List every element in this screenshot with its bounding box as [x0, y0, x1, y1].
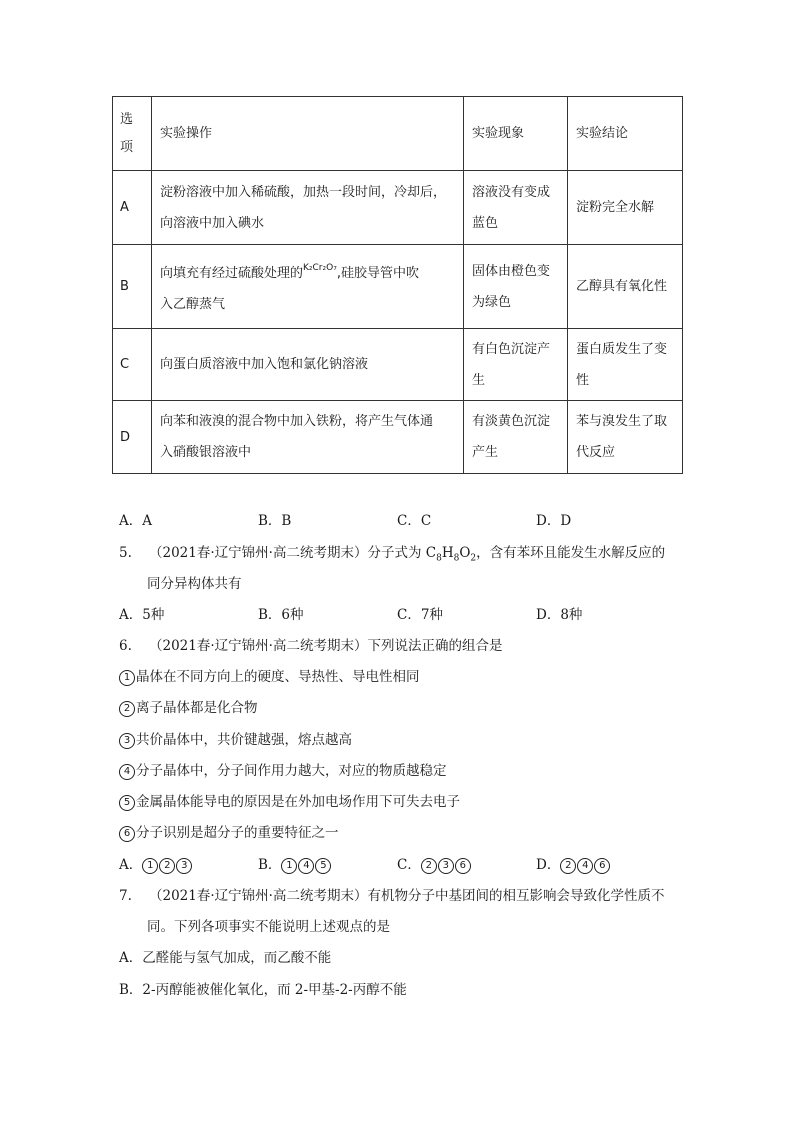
q6-statement-3: 3 共价晶体中，共价键越强，熔点越高 [119, 730, 352, 750]
row-option: B [113, 245, 152, 329]
q5-source: （2021春·辽宁锦州·高二统考期末） [149, 545, 368, 561]
table-row [113, 245, 683, 329]
q6-statement-6: 6 分子识别是超分子的重要特征之一 [119, 823, 339, 843]
q7-source: （2021春·辽宁锦州·高二统考期末） [149, 888, 368, 904]
row-conclusion: 蛋白质发生了变 性 [568, 329, 683, 401]
row-operation: 向填充有经过硫酸处理的$^{K_2Cr_2O_7}$,硅胶导管中吹 入乙醇蒸气 [152, 245, 464, 329]
q5-option-a[interactable]: A．5种 [119, 607, 165, 623]
q5-option-d[interactable]: D．8种 [536, 607, 583, 623]
q7-number: 7. [119, 888, 132, 904]
row-phenomenon: 固体由橙色变 为绿色 [464, 245, 568, 329]
q4-option-c[interactable]: C．C [397, 513, 432, 529]
row-option: D [113, 401, 152, 474]
circled-number: 4 [119, 764, 135, 780]
q7-option-a[interactable]: A．乙醛能与氢气加成，而乙酸不能 [119, 950, 332, 966]
header-option: 选 项 [113, 97, 152, 171]
q6-option-b[interactable]: B． 1 4 5 [258, 855, 332, 875]
row-conclusion: 淀粉完全水解 [568, 171, 683, 245]
q5-options [119, 605, 679, 625]
circled-number: 5 [119, 795, 135, 811]
q4-options [119, 511, 679, 531]
header-conclusion: 实验结论 [568, 97, 683, 171]
q4-option-b[interactable]: B．B [258, 513, 292, 529]
circled-number: 1 [119, 670, 135, 686]
circled-number: 2 [119, 701, 135, 717]
q6-options [119, 855, 679, 875]
row-operation: 向苯和液溴的混合物中加入铁粉，将产生气体通 入硝酸银溶液中 [152, 401, 464, 474]
q6-statement-1: 1 晶体在不同方向上的硬度、导热性、导电性相同 [119, 667, 420, 687]
q4-option-a[interactable]: A．A [119, 513, 152, 529]
q6-source: （2021春·辽宁锦州·高二统考期末） [149, 638, 368, 654]
q6-statement-2: 2 离子晶体都是化合物 [119, 698, 258, 718]
formula-k2cr2o7: K₂Cr₂O₇ [303, 263, 337, 273]
row-phenomenon: 有淡黄色沉淀 产生 [464, 401, 568, 474]
table-header-row [113, 97, 683, 171]
row-conclusion: 苯与溴发生了取 代反应 [568, 401, 683, 474]
q5-option-c[interactable]: C．7种 [397, 607, 443, 623]
q6-statement-5: 5 金属晶体能导电的原因是在外加电场作用下可失去电子 [119, 792, 460, 812]
q5-stem-line2: 同分异构体共有 [147, 576, 242, 592]
q6-option-d[interactable]: D． 2 4 6 [536, 855, 611, 875]
q6-option-c[interactable]: C． 2 3 6 [397, 855, 472, 875]
row-operation: 淀粉溶液中加入稀硫酸，加热一段时间，冷却后， 向溶液中加入碘水 [152, 171, 464, 245]
q6-number: 6. [119, 638, 132, 654]
q6-statement-4: 4 分子晶体中，分子间作用力越大，对应的物质越稳定 [119, 761, 447, 781]
header-operation: 实验操作 [152, 97, 464, 171]
circled-number: 6 [119, 826, 135, 842]
row-conclusion: 乙醇具有氧化性 [568, 245, 683, 329]
q7-stem-line2: 同。下列各项事实不能说明上述观点的是 [147, 919, 390, 935]
table-row [113, 329, 683, 401]
q7-stem: 7. （2021春·辽宁锦州·高二统考期末）有机物分子中基团间的相互影响会导致化学性质不 [119, 888, 665, 904]
circled-number: 3 [119, 733, 135, 749]
row-operation: 向蛋白质溶液中加入饱和氯化钠溶液 [152, 329, 464, 401]
q6-stem: 6. （2021春·辽宁锦州·高二统考期末）下列说法正确的组合是 [119, 638, 503, 654]
q5-number: 5. [119, 545, 132, 561]
header-phenomenon: 实验现象 [464, 97, 568, 171]
q5-option-b[interactable]: B．6种 [258, 607, 304, 623]
row-phenomenon: 溶液没有变成 蓝色 [464, 171, 568, 245]
experiment-table [112, 96, 683, 474]
q6-option-a[interactable]: A． 1 2 3 [119, 855, 193, 875]
q5-stem: 5. （2021春·辽宁锦州·高二统考期末）分子式为 $C_8H_8O_2$，含有苯环且能发生水解反应的 [119, 545, 666, 564]
table-row [113, 171, 683, 245]
row-option: A [113, 171, 152, 245]
row-phenomenon: 有白色沉淀产 生 [464, 329, 568, 401]
row-option: C [113, 329, 152, 401]
q7-option-b[interactable]: B．2-丙醇能被催化氧化，而 2-甲基-2-丙醇不能 [119, 982, 407, 998]
table-row [113, 401, 683, 474]
q4-option-d[interactable]: D．D [536, 513, 572, 529]
